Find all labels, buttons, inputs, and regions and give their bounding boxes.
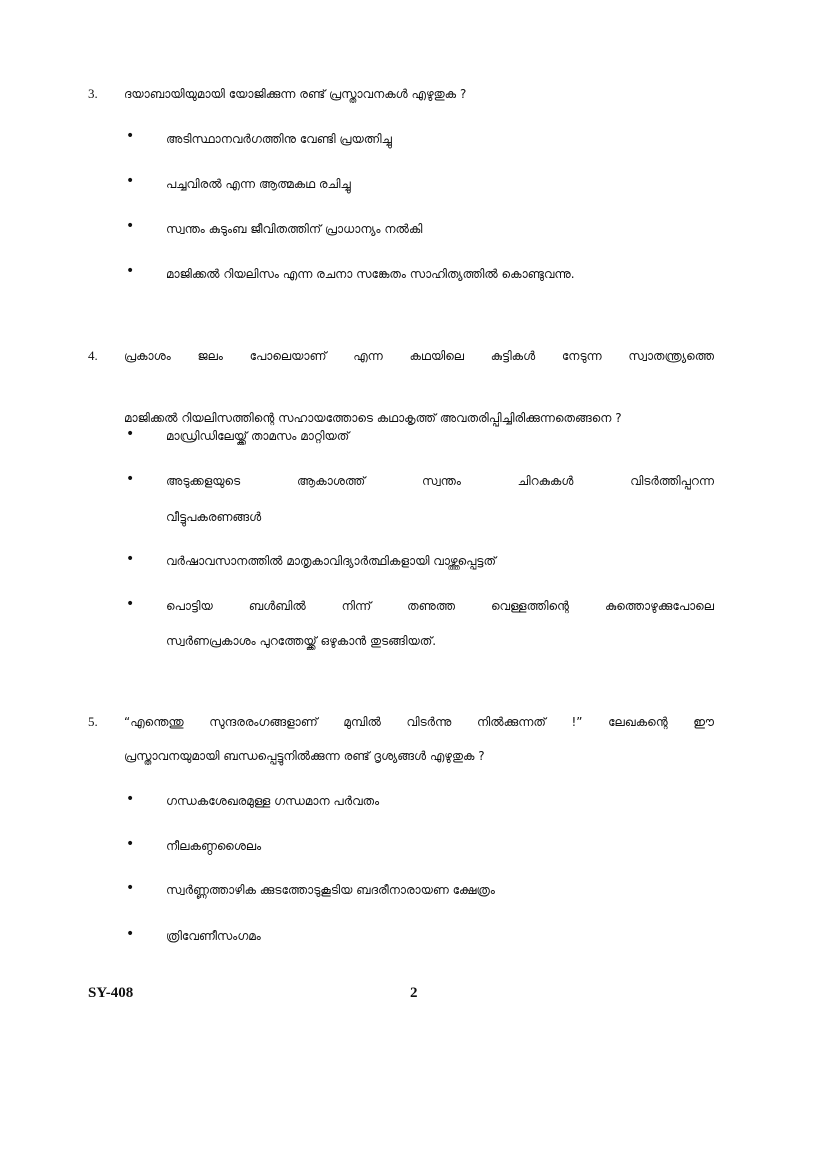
answer-item-continued: വീട്ടുപകരണങ്ങൾ	[166, 510, 262, 524]
bullet: •	[126, 128, 135, 144]
answer-item: ത്രിവേണീസംഗമം	[166, 929, 261, 943]
answer-item: പൊട്ടിയ ബൾബിൽ നിന്ന് തണുത്ത വെള്ളത്തിന്റെ കുത്തൊഴുക്കുപോലെ	[166, 599, 714, 613]
paper-code: SY-408	[88, 985, 134, 1001]
answer-item: അടുക്കളയുടെ ആകാശത്ത് സ്വന്തം ചിറകുകൾ വിടർത്തിപ്പറന്ന	[166, 474, 714, 488]
answer-item: സ്വന്തം കുടുംബ ജീവിതത്തിന് പ്രാധാന്യം നൽകി	[166, 222, 423, 236]
question-number: 4.	[88, 348, 98, 363]
answer-item: മാഡ്രിഡിലേയ്ക്ക് താമസം മാറ്റിയത്	[166, 429, 350, 443]
bullet: •	[126, 426, 135, 442]
question-text: “എന്തെന്തു സുന്ദരരംഗങ്ങളാണ് മുമ്പിൽ വിടർന്നു നിൽക്കുന്നത് !” ലേഖകന്റെ ഈ	[124, 715, 714, 729]
bullet: •	[126, 836, 135, 852]
answer-item: വർഷാവസാനത്തിൽ മാതൃകാവിദ്യാർത്ഥികളായി വാഴ്ത്തപ്പെട്ടത്	[166, 554, 496, 568]
question-text-continued: പ്രസ്താവനയുമായി ബന്ധപ്പെട്ടുനിൽക്കുന്ന രണ്ട് ദൃശ്യങ്ങൾ എഴുതുക ?	[124, 749, 485, 763]
bullet: •	[126, 263, 135, 279]
bullet: •	[126, 551, 135, 567]
bullet: •	[126, 926, 135, 942]
question-text: ദയാബായിയുമായി യോജിക്കുന്ന രണ്ട് പ്രസ്താവനകൾ എഴുതുക ?	[124, 87, 467, 101]
answer-item: മാജിക്കൽ റിയലിസം എന്ന രചനാ സങ്കേതം സാഹിത്യത്തിൽ കൊണ്ടുവന്നു.	[166, 267, 575, 281]
bullet: •	[126, 471, 135, 487]
question-text: പ്രകാശം ജലം പോലെയാണ് എന്ന കഥയിലെ കുട്ടികൾ നേടുന്ന സ്വാതന്ത്ര്യത്തെ	[124, 349, 714, 363]
answer-item: പച്ചവിരൽ എന്ന ആത്മകഥ രചിച്ചു	[166, 177, 351, 191]
answer-item: നീലകണ്ഠശൈലം	[166, 839, 262, 853]
bullet: •	[126, 880, 135, 896]
answer-item-continued: സ്വർണപ്രകാശം പുറത്തേയ്ക്ക് ഒഴുകാൻ തുടങ്ങിയത്.	[166, 634, 437, 648]
question-number: 3.	[88, 86, 98, 101]
answer-item: അടിസ്ഥാനവർഗത്തിനു വേണ്ടി പ്രയത്നിച്ചു	[166, 132, 392, 146]
page-number: 2	[410, 985, 418, 1001]
bullet: •	[126, 596, 135, 612]
question-number: 5.	[88, 714, 98, 729]
bullet: •	[126, 173, 135, 189]
question-text-continued: മാജിക്കൽ റിയലിസത്തിന്റെ സഹായത്തോടെ കഥാകൃത്ത് അവതരിപ്പിച്ചിരിക്കുന്നതെങ്ങനെ ?	[124, 411, 622, 425]
bullet: •	[126, 791, 135, 807]
bullet: •	[126, 218, 135, 234]
answer-item: സ്വർണ്ണത്താഴിക ക്കുടത്തോടുകൂടിയ ബദരീനാരായണ ക്ഷേത്രം	[166, 883, 495, 897]
answer-item: ഗന്ധകശേഖരമുള്ള ഗന്ധമാന പർവതം	[166, 794, 380, 808]
